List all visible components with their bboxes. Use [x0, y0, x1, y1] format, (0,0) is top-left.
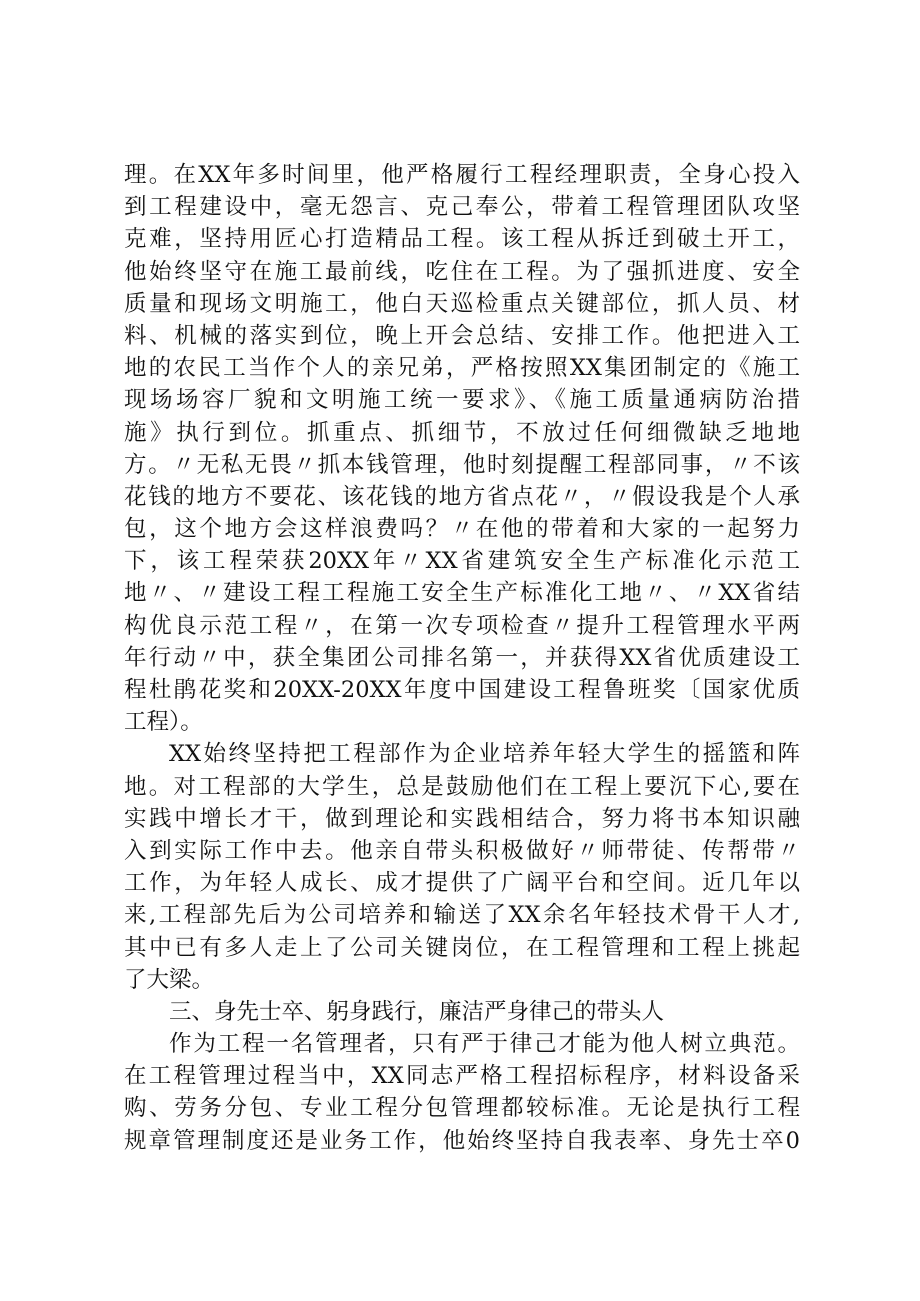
text-line: 克难，坚持用匠心打造精品工程。该工程从拆迁到破土开工，	[124, 226, 800, 253]
text-line: 包，这个地方会这样浪费吗？〃在他的带着和大家的一起努力	[124, 516, 800, 543]
text-line: 地〃、〃建设工程工程施工安全生产标准化工地〃、〃XX省结	[124, 580, 800, 607]
text-line: 料、机械的落实到位，晚上开会总结、安排工作。他把进入工	[124, 322, 800, 349]
text-line: 花钱的地方不要花、该花钱的地方省点花〃，〃假设我是个人承	[124, 483, 800, 510]
text-line: 构优良示范工程〃，在第一次专项检查〃提升工程管理水平两	[124, 612, 800, 639]
text-line: 工作，为年轻人成长、成才提供了广阔平台和空间。近几年以	[124, 870, 800, 897]
text-line: 下，该工程荣获20XX年〃XX省建筑安全生产标准化示范工	[124, 548, 800, 575]
text-line: 理。在XX年多时间里，他严格履行工程经理职责，全身心投入	[124, 162, 800, 188]
text-line: 规章管理制度还是业务工作，他始终坚持自我表率、身先士卒0	[124, 1127, 800, 1154]
section-heading: 三、身先士卒、躬身践行，廉洁严身律己的带头人	[169, 998, 665, 1025]
paragraph-first-line: XX始终坚持把工程部作为企业培养年轻大学生的摇篮和阵	[169, 741, 800, 768]
text-line: 购、劳务分包、专业工程分包管理都较标准。无论是执行工程	[124, 1095, 800, 1122]
text-line: 工程）。	[124, 709, 203, 736]
text-line: 入到实际工作中去。他亲自带头积极做好〃师带徒、传帮带〃	[124, 837, 800, 864]
text-line: 质量和现场文明施工，他白天巡检重点关键部位，抓人员、材	[124, 290, 800, 317]
text-line: 程杜鹃花奖和20XX-20XX年度中国建设工程鲁班奖〔国家优质	[124, 677, 800, 703]
text-line: 他始终坚守在施工最前线，吃住在工程。为了强抓进度、安全	[124, 258, 800, 285]
text-line: 地的农民工当作个人的亲兄弟，严格按照XX集团制定的《施工	[124, 355, 800, 382]
text-line: 地。对工程部的大学生，总是鼓励他们在工程上要沉下心,要在	[124, 773, 800, 800]
paragraph-first-line: 作为工程一名管理者，只有严于律己才能为他人树立典范。	[169, 1031, 800, 1058]
text-line: 实践中增长才干，做到理论和实践相结合，努力将书本知识融	[124, 805, 800, 832]
text-line: 到工程建设中，毫无怨言、克己奉公，带着工程管理团队攻坚	[124, 194, 800, 221]
text-line: 方。〃无私无畏〃抓本钱管理，他时刻提醒工程部同事，〃不该	[124, 451, 800, 478]
text-line: 在工程管理过程当中，XX同志严格工程招标程序，材料设备采	[124, 1063, 800, 1090]
body-text	[124, 159, 800, 1157]
text-line: 施》执行到位。抓重点、抓细节，不放过任何细微缺乏地地	[124, 419, 800, 446]
text-line: 现场场容厂貌和文明施工统一要求》、《施工质量通病防治措	[124, 387, 800, 414]
text-line: 了大梁。	[124, 966, 215, 993]
text-line: 来,工程部先后为公司培养和输送了XX余名年轻技术骨干人才,	[124, 902, 800, 929]
text-line: 其中已有多人走上了公司关键岗位，在工程管理和工程上挑起	[124, 934, 800, 961]
text-line: 年行动〃中，获全集团公司排名第一，并获得XX省优质建设工	[124, 644, 800, 671]
